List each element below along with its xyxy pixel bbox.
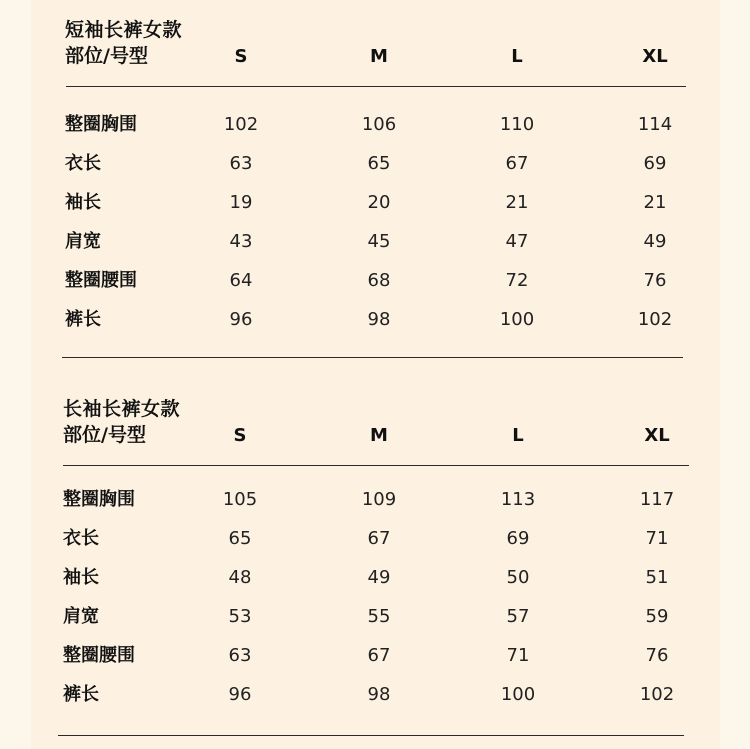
table-row (31, 268, 720, 307)
size-chart-panel (31, 0, 720, 749)
cell-value: 43 (229, 231, 253, 252)
cell-value: 76 (645, 645, 669, 666)
table-row (31, 604, 720, 643)
table-row (31, 643, 720, 682)
size-table-long-sleeve (31, 396, 720, 705)
size-header-s: S (233, 425, 247, 446)
table-body (31, 112, 720, 346)
cell-value: 63 (229, 153, 253, 174)
cell-value: 71 (506, 645, 530, 666)
size-header-m: M (370, 425, 388, 446)
table-row (31, 190, 720, 229)
size-header-l: L (512, 425, 524, 446)
row-label: 裤长 (65, 309, 101, 330)
cell-value: 45 (367, 231, 391, 252)
cell-value: 65 (367, 153, 391, 174)
cell-value: 109 (361, 489, 397, 510)
row-label: 整圈腰围 (65, 270, 137, 291)
cell-value: 53 (228, 606, 252, 627)
table-row (31, 229, 720, 268)
cell-value: 51 (645, 567, 669, 588)
cell-value: 63 (228, 645, 252, 666)
cell-value: 21 (643, 192, 667, 213)
cell-value: 96 (229, 309, 253, 330)
table-row (31, 682, 720, 721)
cell-value: 50 (506, 567, 530, 588)
cell-value: 98 (367, 309, 391, 330)
cell-value: 20 (367, 192, 391, 213)
row-label: 整圈胸围 (65, 114, 137, 135)
table-header (31, 17, 720, 87)
cell-value: 72 (505, 270, 529, 291)
cell-value: 113 (500, 489, 536, 510)
cell-value: 67 (367, 528, 391, 549)
cell-value: 49 (643, 231, 667, 252)
row-label: 肩宽 (65, 231, 101, 252)
cell-value: 100 (499, 309, 535, 330)
cell-value: 102 (639, 684, 675, 705)
cell-value: 102 (223, 114, 259, 135)
row-label: 肩宽 (63, 606, 99, 627)
header-divider (66, 86, 686, 87)
size-table-short-sleeve (31, 17, 720, 330)
cell-value: 67 (505, 153, 529, 174)
cell-value: 69 (506, 528, 530, 549)
table-title: 长袖长裤女款 (63, 398, 181, 420)
cell-value: 57 (506, 606, 530, 627)
table-header (31, 396, 720, 466)
cell-value: 102 (637, 309, 673, 330)
row-label: 裤长 (63, 684, 99, 705)
table-bottom-divider (62, 357, 683, 358)
size-header-xl: XL (644, 425, 670, 446)
cell-value: 100 (500, 684, 536, 705)
row-label: 衣长 (63, 528, 99, 549)
table-bottom-divider (58, 735, 684, 736)
row-label: 衣长 (65, 153, 101, 174)
cell-value: 76 (643, 270, 667, 291)
row-label: 袖长 (65, 192, 101, 213)
cell-value: 65 (228, 528, 252, 549)
size-header-m: M (370, 46, 388, 67)
cell-value: 55 (367, 606, 391, 627)
cell-value: 68 (367, 270, 391, 291)
cell-value: 117 (639, 489, 675, 510)
cell-value: 19 (229, 192, 253, 213)
cell-value: 69 (643, 153, 667, 174)
header-divider (63, 465, 689, 466)
cell-value: 47 (505, 231, 529, 252)
cell-value: 114 (637, 114, 673, 135)
cell-value: 49 (367, 567, 391, 588)
size-header-s: S (234, 46, 248, 67)
cell-value: 64 (229, 270, 253, 291)
row-label: 整圈胸围 (63, 489, 135, 510)
table-body (31, 487, 720, 721)
cell-value: 67 (367, 645, 391, 666)
size-header-xl: XL (642, 46, 668, 67)
cell-value: 106 (361, 114, 397, 135)
table-row (31, 151, 720, 190)
cell-value: 59 (645, 606, 669, 627)
table-row (31, 112, 720, 151)
row-label: 袖长 (63, 567, 99, 588)
cell-value: 110 (499, 114, 535, 135)
table-row (31, 487, 720, 526)
cell-value: 21 (505, 192, 529, 213)
row-label: 整圈腰围 (63, 645, 135, 666)
table-row (31, 526, 720, 565)
cell-value: 105 (222, 489, 258, 510)
cell-value: 48 (228, 567, 252, 588)
table-title: 短袖长裤女款 (65, 19, 183, 41)
cell-value: 98 (367, 684, 391, 705)
header-label: 部位/号型 (65, 45, 148, 67)
table-row (31, 565, 720, 604)
header-label: 部位/号型 (63, 424, 146, 446)
table-row (31, 307, 720, 346)
cell-value: 71 (645, 528, 669, 549)
cell-value: 96 (228, 684, 252, 705)
size-header-l: L (511, 46, 523, 67)
